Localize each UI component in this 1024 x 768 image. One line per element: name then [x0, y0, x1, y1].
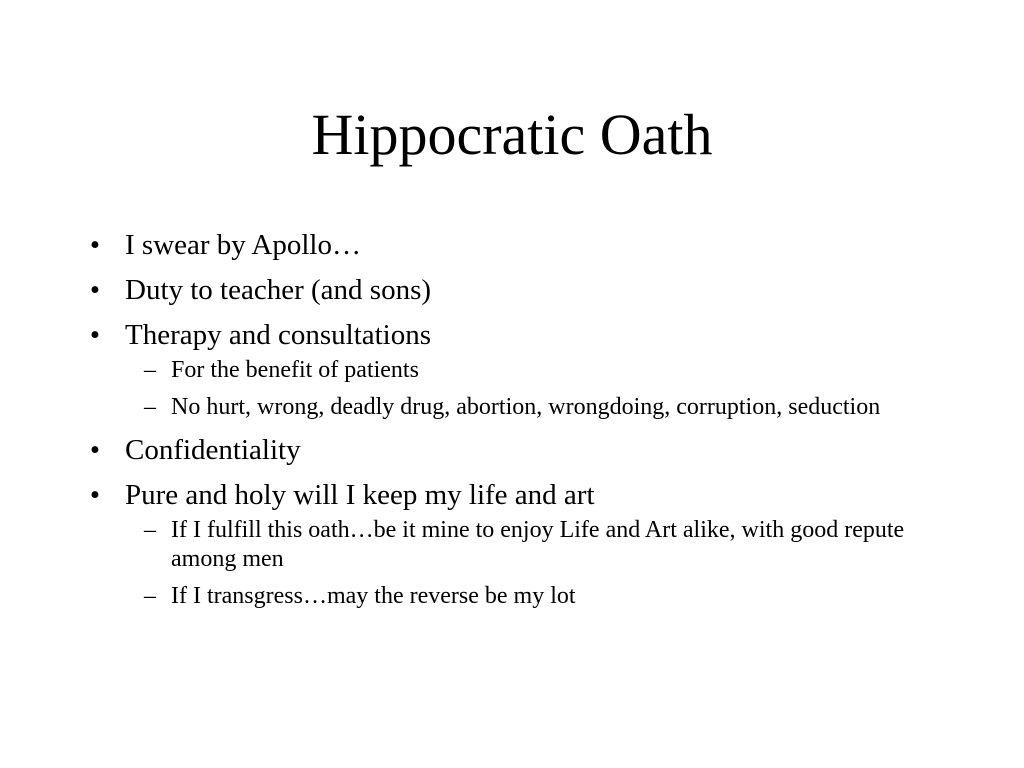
- bullet-item: [85, 318, 925, 422]
- bullet-marker: •: [89, 274, 101, 306]
- sub-bullet-text: No hurt, wrong, deadly drug, abortion, wrongdoing, corruption, seduction: [171, 394, 881, 420]
- sub-bullet-item: [125, 393, 925, 422]
- slide-title: Hippocratic Oath: [311, 102, 713, 167]
- sub-bullet-marker: –: [144, 357, 156, 383]
- bullet-item: [85, 273, 925, 307]
- bullet-marker: •: [89, 434, 101, 466]
- sub-bullet-item: [125, 356, 925, 385]
- bullet-text: Pure and holy will I keep my life and art: [125, 479, 595, 511]
- bullet-text: Confidentiality: [125, 434, 301, 466]
- bullet-marker: •: [89, 319, 101, 351]
- bullet-text: I swear by Apollo…: [125, 229, 361, 261]
- bullet-item: [85, 228, 925, 262]
- bullet-item: [85, 478, 925, 611]
- sub-bullet-item: [125, 516, 925, 574]
- sub-bullet-text: For the benefit of patients: [171, 357, 419, 383]
- sub-bullet-text: If I fulfill this oath…be it mine to enjoy Life and Art alike, with good repute among men: [171, 517, 905, 572]
- sub-bullet-marker: –: [144, 394, 156, 420]
- bullet-marker: •: [89, 479, 101, 511]
- sub-bullet-text: If I transgress…may the reverse be my lot: [171, 583, 576, 609]
- bullet-item: [85, 433, 925, 467]
- bullet-marker: •: [89, 229, 101, 261]
- bullet-list: [85, 228, 925, 622]
- sub-bullet-item: [125, 582, 925, 611]
- sub-bullet-list: [125, 516, 925, 611]
- sub-bullet-marker: –: [144, 583, 156, 609]
- bullet-text: Duty to teacher (and sons): [125, 274, 432, 306]
- sub-bullet-marker: –: [144, 517, 156, 543]
- sub-bullet-list: [125, 356, 925, 422]
- bullet-text: Therapy and consultations: [125, 319, 432, 351]
